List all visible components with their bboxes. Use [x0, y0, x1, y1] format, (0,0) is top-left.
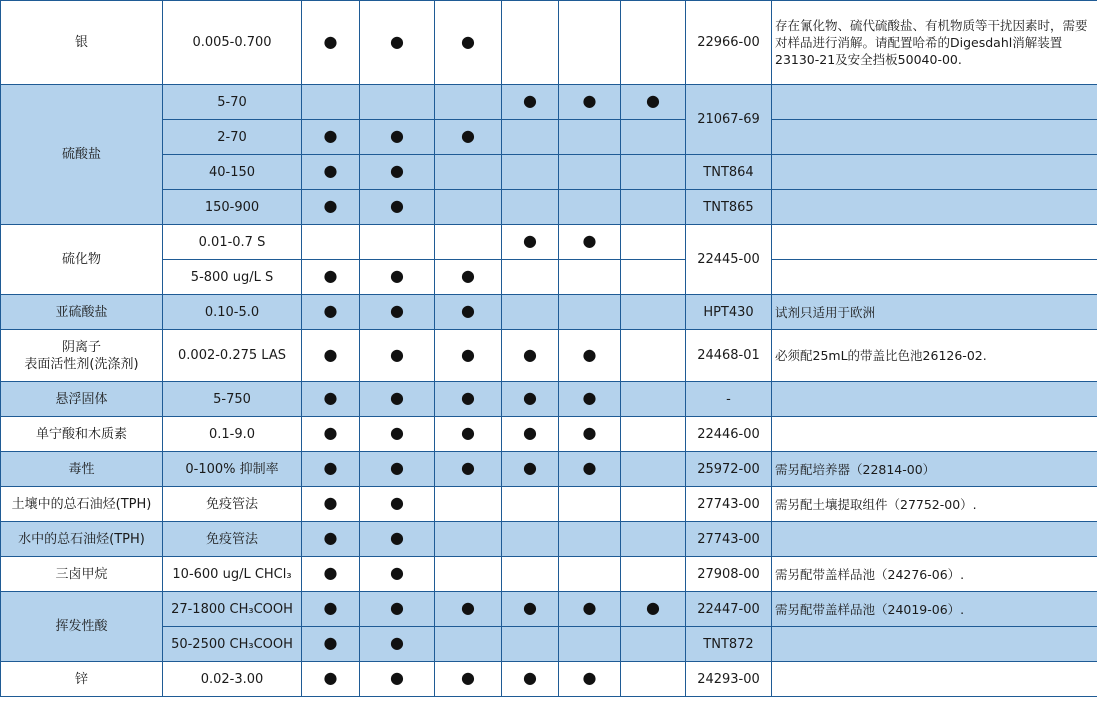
dot-icon: ● [646, 91, 660, 110]
instrument-cell [502, 592, 559, 627]
dot-icon: ● [323, 493, 338, 512]
table-row [1, 330, 1097, 382]
instrument-cell [360, 487, 435, 522]
dot-icon: ● [323, 196, 338, 215]
dot-icon: ● [323, 344, 338, 364]
dot-icon: ● [582, 423, 597, 442]
instrument-cell [302, 417, 360, 452]
dot-icon: ● [390, 458, 404, 477]
note-cell: 需另配培养器（22814-00） [772, 452, 1097, 487]
dot-icon: ● [461, 423, 475, 442]
parameter-name: 悬浮固体 [1, 382, 163, 417]
dot-icon: ● [461, 598, 475, 617]
instrument-cell [360, 522, 435, 557]
instrument-cell [435, 155, 502, 190]
instrument-cell [559, 662, 621, 697]
product-code: 27743-00 [686, 522, 772, 557]
dot-icon: ● [523, 598, 537, 617]
instrument-cell [559, 155, 621, 190]
range-cell: 5-800 ug/L S [163, 260, 302, 295]
dot-icon: ● [523, 344, 537, 364]
range-cell: 0-100% 抑制率 [163, 452, 302, 487]
instrument-cell [502, 190, 559, 225]
dot-icon: ● [582, 388, 597, 407]
product-code: HPT430 [686, 295, 772, 330]
dot-icon: ● [523, 668, 537, 687]
instrument-cell [502, 522, 559, 557]
instrument-cell [360, 1, 435, 85]
parameter-name: 硫化物 [1, 225, 163, 295]
instrument-cell [559, 295, 621, 330]
instrument-cell [302, 260, 360, 295]
instrument-cell [502, 330, 559, 382]
instrument-cell [621, 260, 686, 295]
instrument-cell [360, 417, 435, 452]
instrument-cell [621, 382, 686, 417]
instrument-cell [559, 627, 621, 662]
table-row [1, 382, 1097, 417]
range-cell: 0.02-3.00 [163, 662, 302, 697]
note-cell: 需另配带盖样品池（24019-06）. [772, 592, 1097, 627]
table-row [1, 120, 1097, 155]
product-code: 24293-00 [686, 662, 772, 697]
instrument-cell [435, 452, 502, 487]
product-code: 22445-00 [686, 225, 772, 295]
instrument-cell [621, 120, 686, 155]
instrument-cell [435, 120, 502, 155]
instrument-cell [302, 85, 360, 120]
note-cell [772, 417, 1097, 452]
table-row [1, 260, 1097, 295]
dot-icon: ● [390, 266, 404, 285]
note-cell: 存在氰化物、硫代硫酸盐、有机物质等干扰因素时，需要对样品进行消解。请配置哈希的Digesdahl消解装置23130-21及安全挡板50040-00. [772, 1, 1097, 85]
table-row [1, 592, 1097, 627]
product-code: TNT872 [686, 627, 772, 662]
instrument-cell [502, 85, 559, 120]
range-cell: 27-1800 CH₃COOH [163, 592, 302, 627]
instrument-cell [360, 85, 435, 120]
dot-icon: ● [523, 231, 537, 250]
dot-icon: ● [390, 161, 404, 180]
instrument-cell [502, 1, 559, 85]
instrument-cell [302, 1, 360, 85]
instrument-cell [621, 85, 686, 120]
product-code: TNT865 [686, 190, 772, 225]
dot-icon: ● [323, 161, 338, 180]
range-cell: 5-750 [163, 382, 302, 417]
dot-icon: ● [323, 598, 338, 617]
note-cell: 必须配25mL的带盖比色池26126-02. [772, 330, 1097, 382]
dot-icon: ● [390, 196, 404, 215]
dot-icon: ● [323, 633, 338, 652]
dot-icon: ● [390, 31, 404, 51]
instrument-cell [502, 417, 559, 452]
instrument-cell [302, 155, 360, 190]
instrument-cell [621, 452, 686, 487]
instrument-cell [360, 190, 435, 225]
range-cell: 免疫管法 [163, 487, 302, 522]
instrument-cell [559, 120, 621, 155]
instrument-cell [302, 557, 360, 592]
instrument-cell [559, 382, 621, 417]
product-code: TNT864 [686, 155, 772, 190]
note-cell [772, 190, 1097, 225]
range-cell: 0.01-0.7 S [163, 225, 302, 260]
instrument-cell [435, 662, 502, 697]
dot-icon: ● [461, 458, 475, 477]
reagent-table-body [1, 1, 1097, 697]
instrument-cell [435, 260, 502, 295]
instrument-cell [502, 382, 559, 417]
product-code: 24468-01 [686, 330, 772, 382]
dot-icon: ● [390, 493, 404, 512]
table-row [1, 295, 1097, 330]
instrument-cell [435, 190, 502, 225]
instrument-cell [360, 155, 435, 190]
note-cell [772, 522, 1097, 557]
instrument-cell [302, 662, 360, 697]
dot-icon: ● [461, 301, 475, 320]
instrument-cell [360, 662, 435, 697]
instrument-cell [302, 452, 360, 487]
dot-icon: ● [390, 668, 404, 687]
range-cell: 0.1-9.0 [163, 417, 302, 452]
instrument-cell [559, 260, 621, 295]
instrument-cell [302, 190, 360, 225]
dot-icon: ● [390, 633, 404, 652]
note-cell [772, 85, 1097, 120]
dot-icon: ● [323, 31, 338, 51]
parameter-name: 水中的总石油烃(TPH) [1, 522, 163, 557]
instrument-cell [435, 225, 502, 260]
instrument-cell [435, 522, 502, 557]
dot-icon: ● [390, 598, 404, 617]
instrument-cell [360, 330, 435, 382]
range-cell: 5-70 [163, 85, 302, 120]
product-code: 25972-00 [686, 452, 772, 487]
range-cell: 10-600 ug/L CHCl₃ [163, 557, 302, 592]
instrument-cell [360, 592, 435, 627]
dot-icon: ● [323, 423, 338, 442]
dot-icon: ● [390, 301, 404, 320]
parameter-name: 锌 [1, 662, 163, 697]
note-cell [772, 225, 1097, 260]
instrument-cell [502, 260, 559, 295]
product-code: 21067-69 [686, 85, 772, 155]
instrument-cell [435, 295, 502, 330]
product-code: 27908-00 [686, 557, 772, 592]
instrument-cell [621, 330, 686, 382]
instrument-cell [502, 627, 559, 662]
note-cell [772, 120, 1097, 155]
dot-icon: ● [390, 563, 404, 582]
parameter-name: 阴离子 表面活性剂(洗涤剂) [1, 330, 163, 382]
instrument-cell [435, 85, 502, 120]
table-row [1, 452, 1097, 487]
instrument-cell [302, 120, 360, 155]
dot-icon: ● [323, 528, 338, 547]
table-row [1, 85, 1097, 120]
instrument-cell [621, 295, 686, 330]
instrument-cell [621, 225, 686, 260]
product-code: 22966-00 [686, 1, 772, 85]
range-cell: 40-150 [163, 155, 302, 190]
instrument-cell [621, 190, 686, 225]
dot-icon: ● [390, 423, 404, 442]
instrument-cell [360, 452, 435, 487]
note-cell [772, 662, 1097, 697]
instrument-cell [302, 225, 360, 260]
dot-icon: ● [582, 668, 597, 687]
instrument-cell [502, 155, 559, 190]
instrument-cell [435, 487, 502, 522]
table-row [1, 225, 1097, 260]
instrument-cell [621, 487, 686, 522]
dot-icon: ● [461, 388, 475, 407]
instrument-cell [502, 225, 559, 260]
range-cell: 0.005-0.700 [163, 1, 302, 85]
product-code: 27743-00 [686, 487, 772, 522]
instrument-cell [502, 557, 559, 592]
note-cell: 需另配带盖样品池（24276-06）. [772, 557, 1097, 592]
dot-icon: ● [323, 388, 338, 407]
dot-icon: ● [523, 91, 537, 110]
instrument-cell [621, 522, 686, 557]
parameter-name: 硫酸盐 [1, 85, 163, 225]
dot-icon: ● [390, 126, 404, 145]
instrument-cell [302, 382, 360, 417]
parameter-name: 单宁酸和木质素 [1, 417, 163, 452]
instrument-cell [435, 592, 502, 627]
instrument-cell [302, 295, 360, 330]
dot-icon: ● [461, 344, 475, 364]
instrument-cell [559, 1, 621, 85]
instrument-cell [559, 417, 621, 452]
table-row [1, 1, 1097, 85]
instrument-cell [559, 85, 621, 120]
dot-icon: ● [582, 91, 597, 110]
instrument-cell [559, 452, 621, 487]
instrument-cell [360, 557, 435, 592]
instrument-cell [621, 1, 686, 85]
table-row [1, 190, 1097, 225]
note-cell: 需另配土壤提取组件（27752-00）. [772, 487, 1097, 522]
instrument-cell [302, 592, 360, 627]
instrument-cell [302, 330, 360, 382]
dot-icon: ● [323, 301, 338, 320]
dot-icon: ● [390, 388, 404, 407]
parameter-name: 亚硫酸盐 [1, 295, 163, 330]
note-cell [772, 260, 1097, 295]
note-cell: 试剂只适用于欧洲 [772, 295, 1097, 330]
dot-icon: ● [461, 126, 475, 145]
table-row [1, 155, 1097, 190]
parameter-name: 银 [1, 1, 163, 85]
parameter-name: 毒性 [1, 452, 163, 487]
instrument-cell [559, 557, 621, 592]
dot-icon: ● [646, 598, 660, 617]
instrument-cell [435, 557, 502, 592]
instrument-cell [302, 522, 360, 557]
range-cell: 0.002-0.275 LAS [163, 330, 302, 382]
instrument-cell [621, 417, 686, 452]
range-cell: 免疫管法 [163, 522, 302, 557]
range-cell: 0.10-5.0 [163, 295, 302, 330]
instrument-cell [502, 452, 559, 487]
note-cell [772, 155, 1097, 190]
dot-icon: ● [582, 598, 597, 617]
product-code: - [686, 382, 772, 417]
instrument-cell [621, 155, 686, 190]
dot-icon: ● [523, 423, 537, 442]
instrument-cell [360, 382, 435, 417]
range-cell: 2-70 [163, 120, 302, 155]
parameter-name: 土壤中的总石油烃(TPH) [1, 487, 163, 522]
dot-icon: ● [390, 528, 404, 547]
instrument-cell [559, 330, 621, 382]
table-row [1, 627, 1097, 662]
instrument-cell [360, 627, 435, 662]
product-code: 22447-00 [686, 592, 772, 627]
instrument-cell [360, 225, 435, 260]
instrument-cell [502, 120, 559, 155]
note-cell [772, 382, 1097, 417]
instrument-cell [559, 522, 621, 557]
instrument-cell [502, 295, 559, 330]
dot-icon: ● [461, 266, 475, 285]
table-row [1, 557, 1097, 592]
instrument-cell [559, 190, 621, 225]
instrument-cell [559, 225, 621, 260]
instrument-cell [435, 417, 502, 452]
dot-icon: ● [390, 344, 404, 364]
instrument-cell [559, 592, 621, 627]
instrument-cell [502, 487, 559, 522]
dot-icon: ● [461, 31, 475, 51]
dot-icon: ● [323, 126, 338, 145]
instrument-cell [621, 662, 686, 697]
instrument-cell [435, 1, 502, 85]
table-row [1, 487, 1097, 522]
dot-icon: ● [323, 458, 338, 477]
range-cell: 50-2500 CH₃COOH [163, 627, 302, 662]
instrument-cell [435, 382, 502, 417]
parameter-name: 三卤甲烷 [1, 557, 163, 592]
dot-icon: ● [582, 344, 597, 364]
dot-icon: ● [461, 668, 475, 687]
instrument-cell [559, 487, 621, 522]
instrument-cell [621, 627, 686, 662]
dot-icon: ● [582, 231, 597, 250]
dot-icon: ● [323, 266, 338, 285]
instrument-cell [360, 260, 435, 295]
dot-icon: ● [523, 458, 537, 477]
table-row [1, 522, 1097, 557]
instrument-cell [360, 295, 435, 330]
product-code: 22446-00 [686, 417, 772, 452]
parameter-name: 挥发性酸 [1, 592, 163, 662]
dot-icon: ● [523, 388, 537, 407]
instrument-cell [435, 627, 502, 662]
table-row [1, 417, 1097, 452]
dot-icon: ● [323, 563, 338, 582]
instrument-cell [435, 330, 502, 382]
instrument-cell [302, 487, 360, 522]
table-row [1, 662, 1097, 697]
instrument-cell [360, 120, 435, 155]
instrument-cell [621, 557, 686, 592]
instrument-cell [502, 662, 559, 697]
instrument-cell [621, 592, 686, 627]
dot-icon: ● [323, 668, 338, 687]
range-cell: 150-900 [163, 190, 302, 225]
instrument-cell [302, 627, 360, 662]
note-cell [772, 627, 1097, 662]
dot-icon: ● [582, 458, 597, 477]
